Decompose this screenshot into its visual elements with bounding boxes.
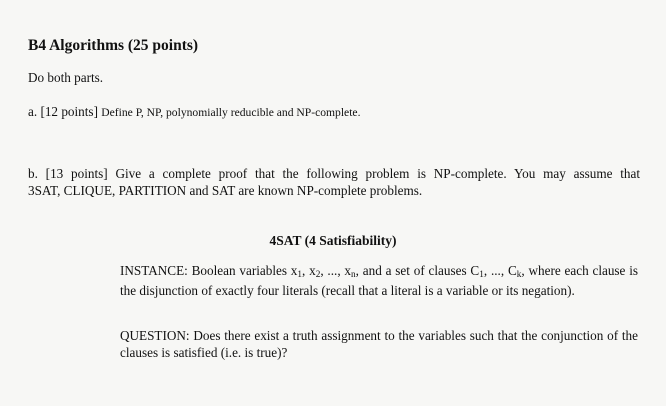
intro-text: Do both parts. xyxy=(28,70,104,85)
part-a-label: a. [12 points] xyxy=(28,104,98,119)
problem-title: 4SAT (4 Satisfiability) xyxy=(269,233,397,248)
part-b-text-1: Give a complete proof that the following problem is NP-complete. You may assume that xyxy=(115,166,640,181)
instance-text-3: , where each clause is the disjunction of exactly four literals (recall that a literal is a variable or its negation). xyxy=(120,263,639,298)
part-b-label: b. [13 points] xyxy=(28,166,108,181)
problem-instance: INSTANCE: Boolean variables $x_1$, $x_2$, ..., $x_n$, and a set of clauses $C_1$, ..., $C_k$, where each clause is the disjunction of exactly four literals (recall that a literal is a variable or its negation). xyxy=(120,263,639,298)
part-b xyxy=(28,166,640,199)
instance-text-1: INSTANCE: Boolean variables x xyxy=(120,263,298,278)
section-title: B4 Algorithms (25 points) xyxy=(28,37,199,54)
instance-text-2: , and a set of clauses C xyxy=(355,263,480,278)
problem-question: QUESTION: Does there exist a truth assignment to the variables such that the conjunction of the clauses is satisfied (i.e. is true)? xyxy=(120,328,638,360)
part-b-text-2: 3SAT, CLIQUE, PARTITION and SAT are known NP-complete problems. xyxy=(28,182,423,198)
part-a-text: Define P, NP, polynomially reducible and NP-complete. xyxy=(101,106,361,119)
part-a xyxy=(28,104,360,122)
part-b-line1 xyxy=(28,166,640,183)
